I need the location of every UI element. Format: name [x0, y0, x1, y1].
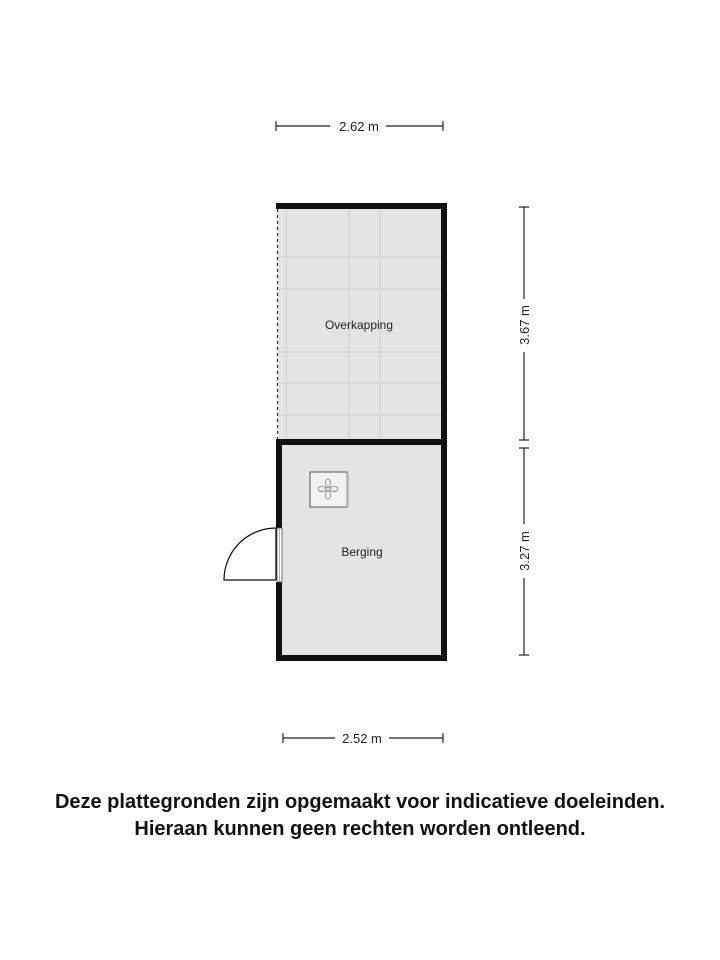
disclaimer-line-2: Hieraan kunnen geen rechten worden ontleend.: [134, 818, 586, 840]
dimension-top: [276, 119, 443, 134]
appliance-unit: [310, 472, 349, 507]
dimension-top-label: 2.62 m: [339, 119, 379, 134]
disclaimer-line-1: Deze plattegronden zijn opgemaakt voor indicatieve doeleinden.: [54, 791, 666, 813]
dimension-bottom: [283, 731, 443, 746]
dimension-right-upper: [517, 207, 532, 440]
room-label-overkapping: Overkapping: [324, 318, 394, 332]
dimension-right-upper-label: 3.67 m: [517, 305, 532, 345]
door: [224, 528, 282, 582]
dimension-right-lower: [517, 448, 532, 655]
room-label-berging: Berging: [341, 545, 383, 559]
dimension-right-lower-label: 3.27 m: [517, 531, 532, 571]
dimension-bottom-label: 2.52 m: [342, 731, 382, 746]
